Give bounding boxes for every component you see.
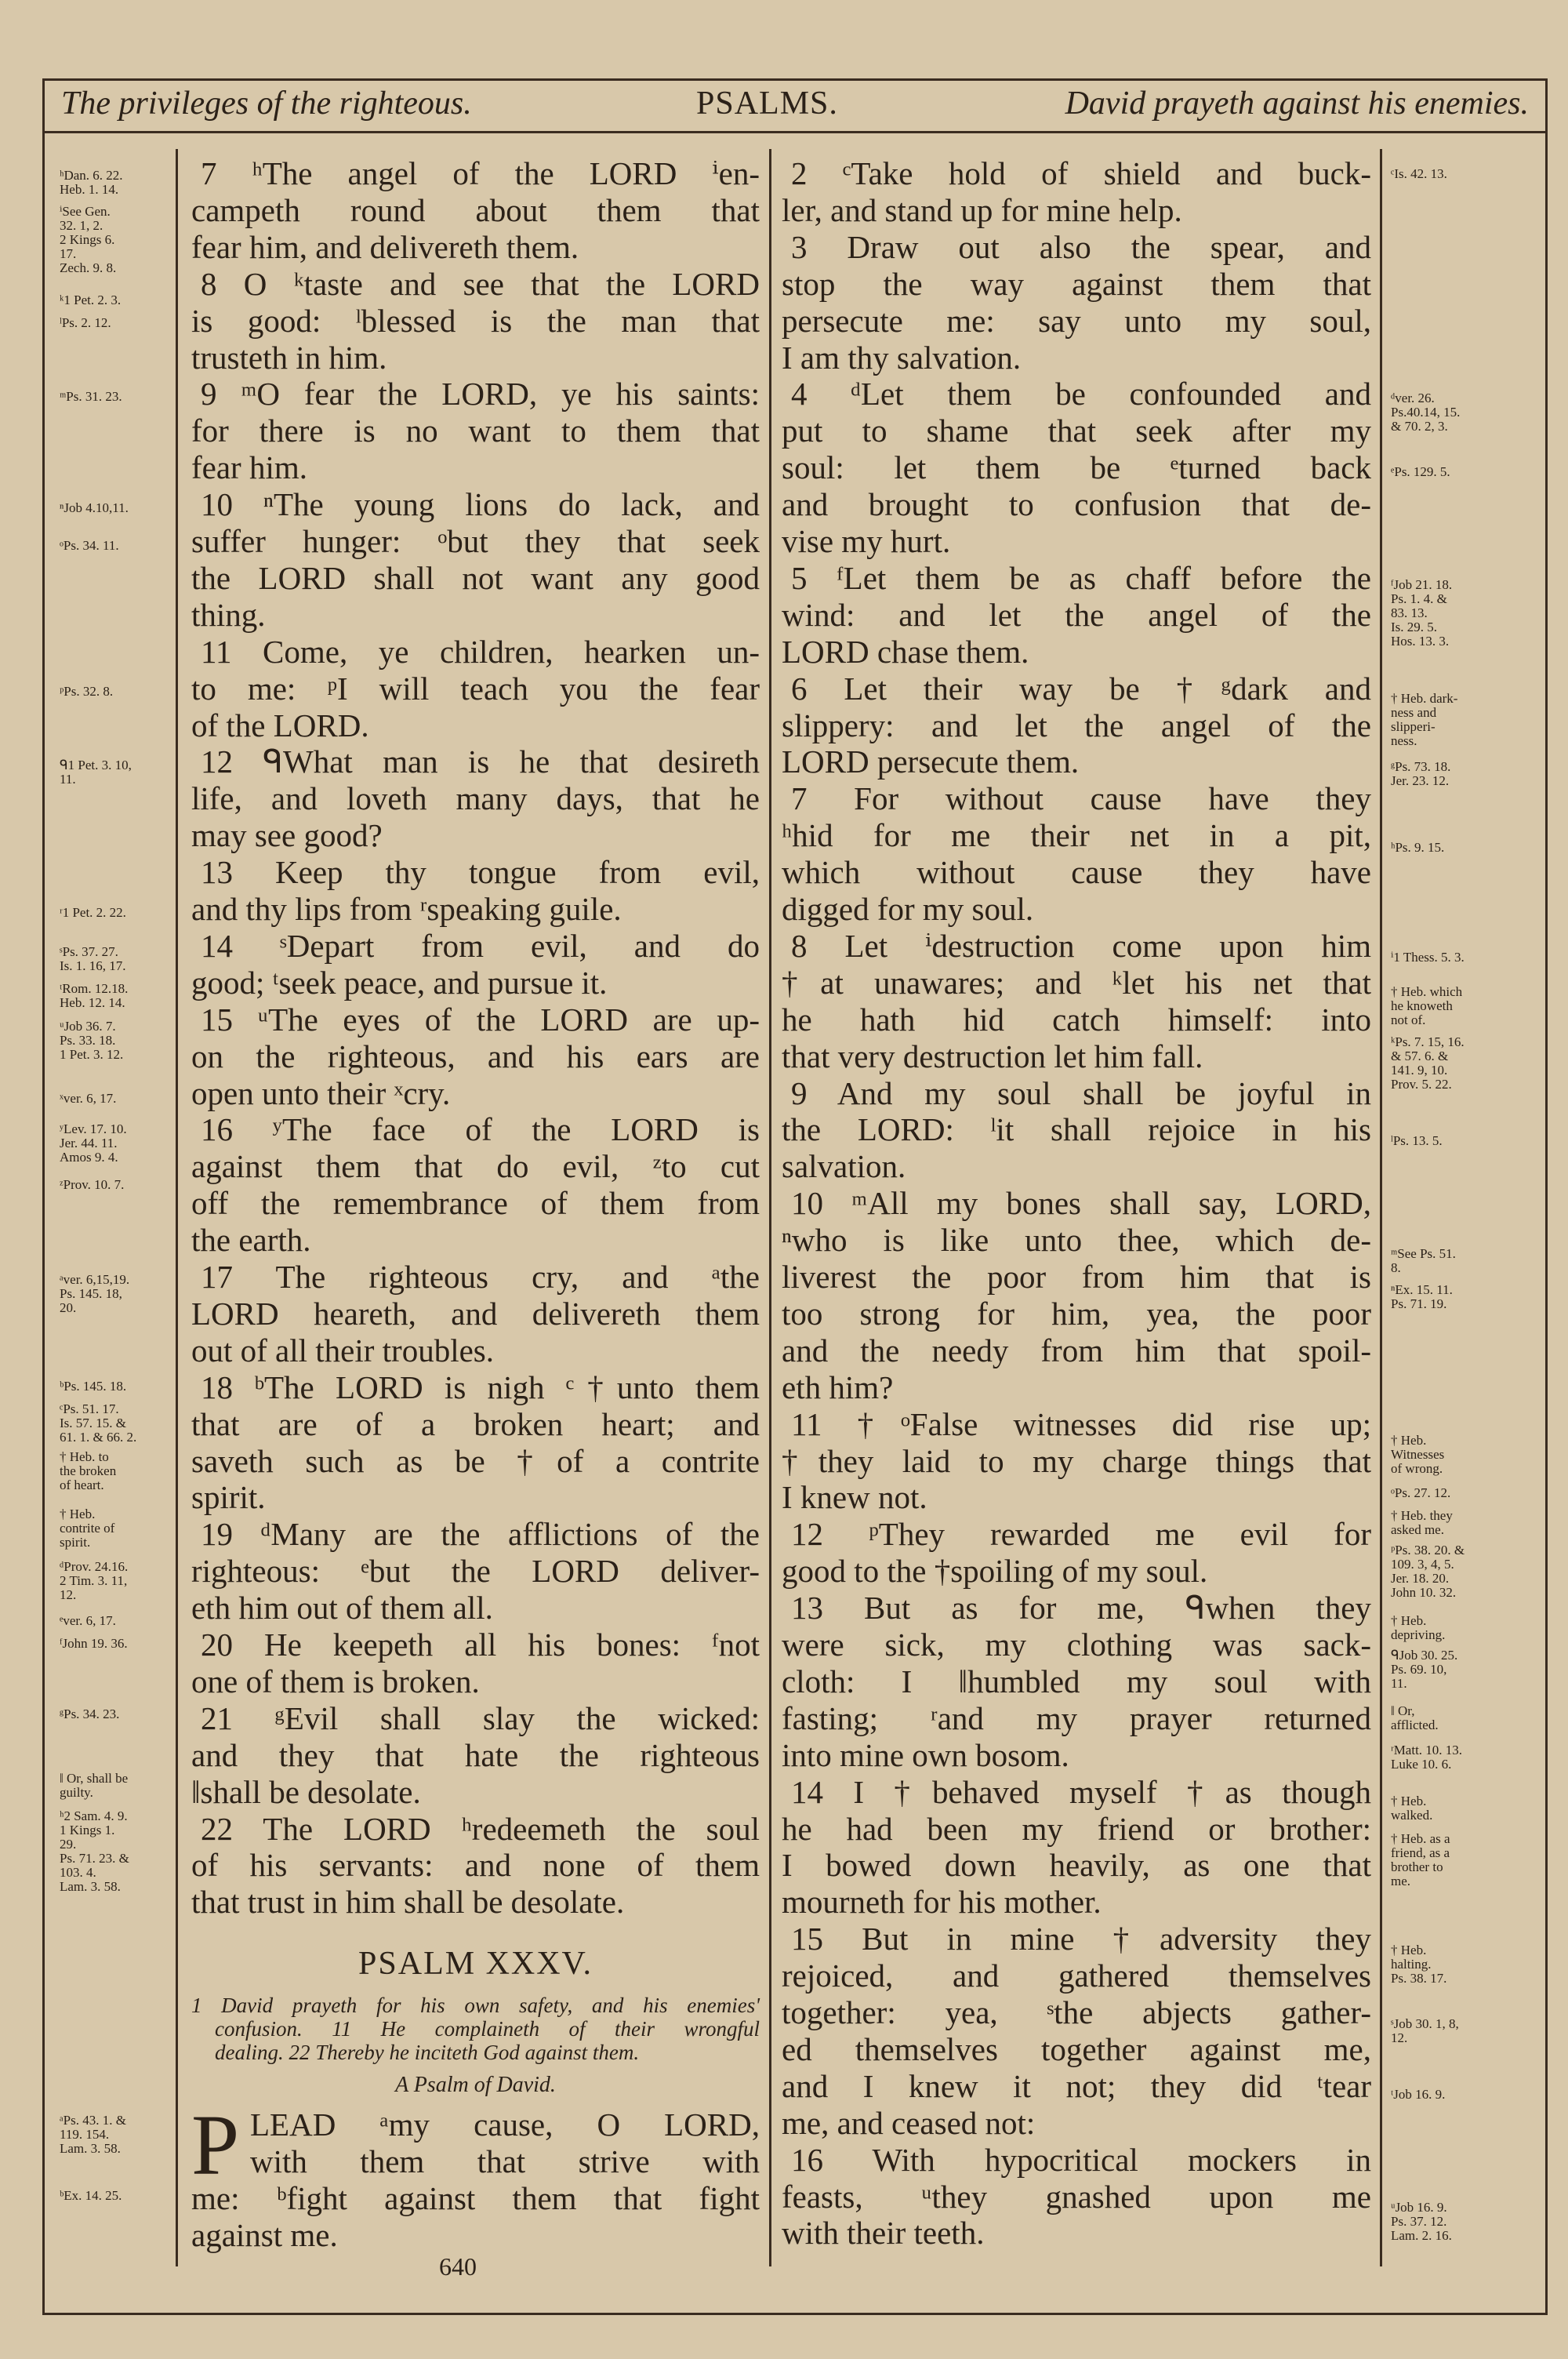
cross-reference-note: ʳ1 Pet. 2. 22.	[60, 904, 126, 920]
text-line: of his servants: and none of them	[191, 1847, 760, 1884]
text-line: persecute me: say unto my soul,	[782, 302, 1371, 339]
cross-reference-note: † Heb. halting. Ps. 38. 17.	[1391, 1943, 1447, 1986]
text-line: †they laid to my charge things that	[782, 1442, 1371, 1479]
text-line: he hath hid catch himself: into	[782, 1001, 1371, 1038]
text-line: the LORD: ˡit shall rejoice in his	[782, 1111, 1371, 1148]
text-line: out of all their troubles.	[191, 1332, 494, 1369]
cross-reference-note: † Heb. they asked me.	[1391, 1507, 1453, 1537]
margin-notes-left	[60, 0, 173, 2359]
text-line: 19 ᵈMany are the afflictions of the	[201, 1516, 760, 1553]
running-head-center: PSALMS.	[696, 85, 838, 122]
text-line: †at unawares; and ᵏlet his net that	[782, 964, 1371, 1001]
text-line: LEAD ᵃmy cause, O LORD,	[250, 2106, 760, 2143]
text-line: 16 ʸThe face of the LORD is	[201, 1111, 760, 1148]
cross-reference-note: ᵍPs. 73. 18. Jer. 23. 12.	[1391, 758, 1451, 788]
text-line: to me: ᵖI will teach you the fear	[191, 670, 760, 707]
text-line: on the righteous, and his ears are	[191, 1038, 760, 1074]
text-line: is good: ˡblessed is the man that	[191, 302, 760, 339]
cross-reference-note: ᵖPs. 32. 8.	[60, 683, 114, 699]
text-line: with their teeth.	[782, 2215, 985, 2252]
text-line: off the remembrance of them from	[191, 1185, 760, 1222]
cross-reference-note: ᵇPs. 145. 18.	[60, 1378, 127, 1394]
drop-cap: P	[191, 2097, 240, 2193]
text-line: digged for my soul.	[782, 891, 1034, 927]
text-line: I am thy salvation.	[782, 339, 1022, 376]
text-line: 9 And my soul shall be joyful in	[791, 1074, 1371, 1111]
running-head-right: David prayeth against his enemies.	[1065, 85, 1529, 122]
psalm-summary-line: 1 David prayeth for his own safety, and his enemies'	[191, 1994, 760, 2017]
cross-reference-note: ⁱ1 Thess. 5. 3.	[1391, 950, 1465, 965]
cross-reference-note: ᶻProv. 10. 7.	[60, 1176, 125, 1192]
text-line: ler, and stand up for mine help.	[782, 191, 1182, 228]
psalm-subtitle: A Psalm of David.	[395, 2073, 556, 2097]
text-line: 11 Come, ye children, hearken un-	[201, 633, 760, 670]
text-line: ed themselves together against me,	[782, 2030, 1371, 2067]
text-line: 7 ʰThe angel of the LORD ⁱen-	[201, 155, 760, 191]
text-line: fear him.	[191, 449, 307, 486]
text-line: the LORD shall not want any good	[191, 559, 760, 596]
cross-reference-note: ᵍPs. 34. 23.	[60, 1706, 120, 1721]
text-line: 3 Draw out also the spear, and	[791, 228, 1371, 265]
text-line: too strong for him, yea, the poor	[782, 1295, 1371, 1332]
text-line: suffer hunger: ᵒbut they that seek	[191, 523, 760, 559]
text-line: 18 ᵇThe LORD is nigh ᶜ†unto them	[201, 1369, 760, 1405]
text-line: he had been my friend or brother:	[782, 1810, 1371, 1847]
text-line: 8 Let ⁱdestruction come upon him	[791, 927, 1371, 964]
text-line: rejoiced, and gathered themselves	[782, 1957, 1371, 1994]
cross-reference-note: † Heb. which he knoweth not of.	[1391, 984, 1463, 1028]
text-line: 12 ᵖThey rewarded me evil for	[791, 1516, 1371, 1553]
text-line: and thy lips from ʳspeaking guile.	[191, 891, 622, 927]
text-line: slippery: and let the angel of the	[782, 707, 1371, 743]
text-line: together: yea, ˢthe abjects gather-	[782, 1994, 1371, 2030]
psalm-heading: PSALM XXXV.	[358, 1946, 593, 1982]
cross-reference-note: ᵒPs. 27. 12.	[1391, 1485, 1451, 1500]
cross-reference-note: ʳMatt. 10. 13. Luke 10. 6.	[1391, 1742, 1463, 1772]
text-line: ʰhid for me their net in a pit,	[782, 817, 1371, 854]
cross-reference-note: ᶜPs. 51. 17. Is. 57. 15. & 61. 1. & 66. 2.	[60, 1401, 137, 1445]
text-line: soul: let them be ᵉturned back	[782, 449, 1371, 486]
cross-reference-note: ˡPs. 2. 12.	[60, 314, 111, 330]
cross-reference-note: ‖ Or, shall be guilty.	[60, 1771, 129, 1801]
text-line: 15 But in mine †adversity they	[791, 1921, 1371, 1957]
cross-reference-note: ˢPs. 37. 27. Is. 1. 16, 17.	[60, 943, 126, 973]
text-line: the earth.	[191, 1222, 311, 1259]
text-line: 10 ⁿThe young lions do lack, and	[201, 486, 760, 523]
text-line: I knew not.	[782, 1479, 927, 1516]
text-line: LORD heareth, and delivereth them	[191, 1295, 760, 1332]
cross-reference-note: ᵉPs. 129. 5.	[1391, 463, 1450, 479]
cross-reference-note: ᵘJob 16. 9. Ps. 37. 12. Lam. 2. 16.	[1391, 2200, 1452, 2244]
cross-reference-note: ᵃPs. 43. 1. & 119. 154. Lam. 3. 58.	[60, 2112, 126, 2156]
text-line: 11 †ᵒFalse witnesses did rise up;	[791, 1405, 1371, 1442]
text-line: with them that strive with	[250, 2143, 760, 2179]
text-line: into mine own bosom.	[782, 1736, 1069, 1773]
text-line: that very destruction let him fall.	[782, 1038, 1203, 1074]
text-line: 17 The righteous cry, and ᵃthe	[201, 1259, 760, 1295]
cross-reference-note: ᶠJob 21. 18. Ps. 1. 4. & 83. 13. Is. 29. 5. Hos. 13. 3.	[1391, 576, 1453, 649]
text-line: 12 ᑫWhat man is he that desireth	[201, 743, 760, 780]
cross-reference-note: † Heb. to the broken of heart.	[60, 1448, 117, 1492]
text-line: vise my hurt.	[782, 523, 951, 559]
psalm-opening	[191, 0, 760, 2359]
center-column-rule	[769, 149, 771, 2266]
cross-reference-note: † Heb. Witnesses of wrong.	[1391, 1432, 1445, 1476]
text-line: salvation.	[782, 1148, 906, 1185]
text-line: ‖shall be desolate.	[191, 1773, 421, 1810]
cross-reference-note: ʰDan. 6. 22. Heb. 1. 14.	[60, 167, 123, 197]
cross-reference-note: ʰ2 Sam. 4. 9. 1 Kings 1. 29. Ps. 71. 23. & 103. 4. Lam. 3. 58.	[60, 1808, 129, 1895]
cross-reference-note: ᵇEx. 14. 25.	[60, 2187, 122, 2203]
text-line: mourneth for his mother.	[782, 1884, 1102, 1921]
cross-reference-note: ⁿEx. 15. 11. Ps. 71. 19.	[1391, 1282, 1453, 1312]
page-number: 640	[439, 2252, 477, 2281]
text-line: 13 Keep thy tongue from evil,	[201, 854, 760, 891]
cross-reference-note: † Heb. depriving.	[1391, 1613, 1446, 1642]
text-line: 22 The LORD ʰredeemeth the soul	[201, 1810, 760, 1847]
text-line: thing.	[191, 596, 266, 633]
cross-reference-note: † Heb. dark- ness and slipperi- ness.	[1391, 691, 1458, 749]
text-line: and brought to confusion that de-	[782, 486, 1371, 523]
cross-reference-note: ᶠJohn 19. 36.	[60, 1635, 128, 1651]
text-line: fasting; ʳand my prayer returned	[782, 1699, 1371, 1736]
cross-reference-note: ᵃver. 6,15,19. Ps. 145. 18, 20.	[60, 1271, 130, 1315]
text-line: liverest the poor from him that is	[782, 1259, 1371, 1295]
cross-reference-note: ᑫ1 Pet. 3. 10, 11.	[60, 757, 132, 787]
text-line: campeth round about them that	[191, 191, 760, 228]
text-line: 9 ᵐO fear the LORD, ye his saints:	[201, 376, 760, 413]
text-line: trusteth in him.	[191, 339, 387, 376]
cross-reference-note: † Heb. walked.	[1391, 1794, 1433, 1823]
text-line: 16 With hypocritical mockers in	[791, 2141, 1371, 2178]
psalm-summary-line: dealing. 22 Thereby he inciteth God against them.	[215, 2041, 640, 2064]
text-line: and I knew it not; they did ᵗtear	[782, 2067, 1371, 2104]
text-line: 2 ᶜTake hold of shield and buck-	[791, 155, 1371, 191]
cross-reference-note: ᵐPs. 31. 23.	[60, 388, 122, 404]
cross-reference-note: ᵐSee Ps. 51. 8.	[1391, 1246, 1456, 1276]
text-line: and the needy from him that spoil-	[782, 1332, 1371, 1369]
running-head-left: The privileges of the righteous.	[61, 85, 472, 122]
cross-reference-note: ᵘJob 36. 7. Ps. 33. 18. 1 Pet. 3. 12.	[60, 1019, 124, 1063]
text-line: LORD persecute them.	[782, 743, 1080, 780]
text-line: 15 ᵘThe eyes of the LORD are up-	[201, 1001, 760, 1038]
text-line: righteous: ᵉbut the LORD deliver-	[191, 1553, 760, 1590]
text-line: cloth: I ‖humbled my soul with	[782, 1663, 1371, 1699]
cross-reference-note: ‖ Or, afflicted.	[1391, 1703, 1439, 1733]
text-line: 20 He keepeth all his bones: ᶠnot	[201, 1627, 760, 1663]
text-line: 13 But as for me, ᑫwhen they	[791, 1590, 1371, 1627]
text-line: one of them is broken.	[191, 1663, 480, 1699]
text-line: saveth such as be †of a contrite	[191, 1442, 760, 1479]
cross-reference-note: ʸLev. 17. 10. Jer. 44. 11. Amos 9. 4.	[60, 1121, 127, 1165]
text-line: were sick, my clothing was sack-	[782, 1627, 1371, 1663]
text-line: eth him?	[782, 1369, 894, 1405]
right-margin-rule	[1380, 149, 1382, 2266]
text-line: for there is no want to them that	[191, 413, 760, 449]
cross-reference-note: † Heb. as a friend, as a brother to me.	[1391, 1831, 1450, 1889]
cross-reference-note: † Heb. contrite of spirit.	[60, 1506, 115, 1550]
text-line: against me.	[191, 2217, 338, 2253]
cross-reference-note: ᶜIs. 42. 13.	[1391, 165, 1447, 181]
text-line: ⁿwho is like unto thee, which de-	[782, 1222, 1371, 1259]
text-line: put to shame that seek after my	[782, 413, 1371, 449]
text-line: may see good?	[191, 817, 383, 854]
left-margin-rule	[176, 149, 178, 2266]
text-line: me: ᵇfight against them that fight	[191, 2180, 760, 2216]
text-line: 21 ᵍEvil shall slay the wicked:	[201, 1699, 760, 1736]
text-line: against them that do evil, ᶻto cut	[191, 1148, 760, 1185]
text-line: that trust in him shall be desolate.	[191, 1884, 625, 1921]
text-line: wind: and let the angel of the	[782, 596, 1371, 633]
text-line: good; ᵗseek peace, and pursue it.	[191, 964, 608, 1001]
cross-reference-note: ᵈProv. 24.16. 2 Tim. 3. 11, 12.	[60, 1558, 129, 1602]
cross-reference-note: ᵗJob 16. 9.	[1391, 2087, 1446, 2103]
cross-reference-note: ˢJob 30. 1, 8, 12.	[1391, 2016, 1459, 2046]
text-line: 8 O ᵏtaste and see that the LORD	[201, 265, 760, 302]
text-line: which without cause they have	[782, 854, 1371, 891]
text-line: 7 For without cause have they	[791, 780, 1371, 817]
text-line: 6 Let their way be †ᵍdark and	[791, 670, 1371, 707]
text-line: open unto their ˣcry.	[191, 1074, 451, 1111]
cross-reference-note: ᵖPs. 38. 20. & 109. 3, 4, 5. Jer. 18. 20. John 10. 32.	[1391, 1542, 1465, 1600]
text-line: LORD chase them.	[782, 633, 1029, 670]
text-line: stop the way against them that	[782, 265, 1371, 302]
text-line: me, and ceased not:	[782, 2104, 1036, 2141]
cross-reference-note: ᵉver. 6, 17.	[60, 1613, 116, 1628]
margin-notes-right	[1391, 0, 1540, 2359]
cross-reference-note: ᵈver. 26. Ps.40.14, 15. & 70. 2, 3.	[1391, 390, 1461, 434]
cross-reference-note: ˡPs. 13. 5.	[1391, 1133, 1443, 1149]
cross-reference-note: ᵗRom. 12.18. Heb. 12. 14.	[60, 981, 129, 1011]
text-line: fear him, and delivereth them.	[191, 228, 579, 265]
text-line: spirit.	[191, 1479, 266, 1516]
text-line: feasts, ᵘthey gnashed upon me	[782, 2178, 1371, 2215]
cross-reference-note: ᵏPs. 7. 15, 16. & 57. 6. & 141. 9, 10. Prov. 5. 22.	[1391, 1034, 1465, 1092]
cross-reference-note: ʰPs. 9. 15.	[1391, 840, 1445, 856]
text-line: I bowed down heavily, as one that	[782, 1847, 1371, 1884]
text-line: good to the †spoiling of my soul.	[782, 1553, 1208, 1590]
cross-reference-note: ᵒPs. 34. 11.	[60, 537, 119, 553]
cross-reference-note: ⁿJob 4.10,11.	[60, 500, 129, 515]
cross-reference-note: ᑫJob 30. 25. Ps. 69. 10, 11.	[1391, 1648, 1458, 1692]
text-line: 14 I †behaved myself †as though	[791, 1773, 1371, 1810]
text-line: that are of a broken heart; and	[191, 1405, 760, 1442]
text-line: and they that hate the righteous	[191, 1736, 760, 1773]
text-line: 10 ᵐAll my bones shall say, LORD,	[791, 1185, 1371, 1222]
text-line: 5 ᶠLet them be as chaff before the	[791, 559, 1371, 596]
cross-reference-note: ⁱSee Gen. 32. 1, 2. 2 Kings 6. 17. Zech. 9. 8.	[60, 203, 117, 275]
text-line: of the LORD.	[191, 707, 369, 743]
text-column-right	[782, 0, 1371, 2359]
text-line: eth him out of them all.	[191, 1590, 493, 1627]
text-line: life, and loveth many days, that he	[191, 780, 760, 817]
cross-reference-note: ᵏ1 Pet. 2. 3.	[60, 293, 122, 307]
psalm-summary-line: confusion. 11 He complaineth of their wrongful	[215, 2017, 760, 2041]
text-line: 14 ˢDepart from evil, and do	[201, 927, 760, 964]
text-line: 4 ᵈLet them be confounded and	[791, 376, 1371, 413]
cross-reference-note: ˣver. 6, 17.	[60, 1091, 117, 1107]
